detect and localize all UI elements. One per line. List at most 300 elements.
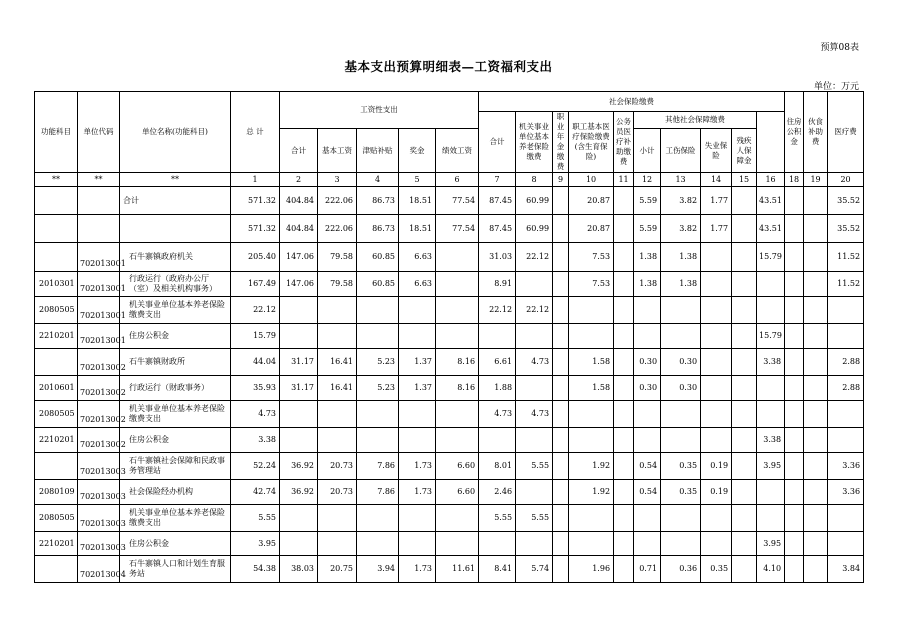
value-cell	[701, 376, 732, 401]
unit-code-cell: 702013003	[78, 453, 120, 480]
value-cell: 2.46	[479, 480, 516, 505]
header-social-total: 合计	[479, 112, 516, 173]
value-cell	[732, 215, 757, 243]
unit-name-cell: 住房公积金	[120, 428, 231, 453]
value-cell	[785, 453, 804, 480]
value-cell: 7.53	[569, 243, 614, 272]
value-cell	[785, 532, 804, 556]
value-cell: 79.58	[318, 243, 357, 272]
func-subject-cell: 2210201	[35, 428, 78, 453]
value-cell: 31.17	[280, 349, 318, 376]
value-cell	[701, 349, 732, 376]
value-cell	[479, 532, 516, 556]
budget-table	[34, 91, 864, 583]
value-cell	[804, 297, 828, 324]
value-cell: 2.88	[828, 376, 864, 401]
value-cell: 6.63	[399, 272, 436, 297]
value-cell: 8.16	[436, 349, 479, 376]
header-medical: 职工基本医疗保险缴费(含生育保险)	[569, 112, 614, 173]
value-cell	[357, 428, 399, 453]
index-cell: 11	[614, 173, 634, 187]
func-subject-cell	[35, 349, 78, 376]
value-cell: 1.77	[701, 215, 732, 243]
value-cell	[701, 272, 732, 297]
value-cell: 1.37	[399, 349, 436, 376]
index-cell: 9	[553, 173, 569, 187]
value-cell: 571.32	[231, 187, 280, 215]
value-cell: 3.94	[357, 556, 399, 583]
value-cell	[732, 324, 757, 349]
value-cell: 0.30	[661, 376, 701, 401]
value-cell: 0.71	[634, 556, 661, 583]
value-cell: 0.35	[661, 480, 701, 505]
value-cell	[399, 324, 436, 349]
value-cell: 1.58	[569, 349, 614, 376]
value-cell: 147.06	[280, 243, 318, 272]
value-cell: 1.96	[569, 556, 614, 583]
value-cell: 3.36	[828, 480, 864, 505]
value-cell	[634, 324, 661, 349]
value-cell	[757, 376, 785, 401]
header-unit-code: 单位代码	[78, 92, 120, 173]
header-func-subject: 功能科目	[35, 92, 78, 173]
value-cell: 22.12	[516, 297, 553, 324]
header-disability: 残疾人保障金	[732, 129, 757, 173]
value-cell	[553, 401, 569, 428]
value-cell: 147.06	[280, 272, 318, 297]
value-cell	[516, 376, 553, 401]
value-cell: 11.61	[436, 556, 479, 583]
value-cell	[732, 243, 757, 272]
value-cell: 1.58	[569, 376, 614, 401]
value-cell: 0.30	[634, 376, 661, 401]
value-cell	[804, 401, 828, 428]
value-cell: 0.35	[701, 556, 732, 583]
table-row	[35, 505, 864, 532]
value-cell: 79.58	[318, 272, 357, 297]
value-cell: 20.87	[569, 215, 614, 243]
value-cell	[357, 297, 399, 324]
table-row	[35, 428, 864, 453]
value-cell: 77.54	[436, 187, 479, 215]
value-cell	[634, 505, 661, 532]
value-cell: 7.86	[357, 480, 399, 505]
value-cell: 54.38	[231, 556, 280, 583]
value-cell	[614, 215, 634, 243]
value-cell	[661, 401, 701, 428]
value-cell	[785, 556, 804, 583]
value-cell	[479, 324, 516, 349]
header-total: 总 计	[231, 92, 280, 173]
value-cell	[701, 297, 732, 324]
value-cell: 5.55	[516, 453, 553, 480]
value-cell: 35.93	[231, 376, 280, 401]
value-cell: 22.12	[479, 297, 516, 324]
value-cell	[661, 428, 701, 453]
value-cell	[661, 505, 701, 532]
value-cell	[516, 532, 553, 556]
value-cell	[804, 453, 828, 480]
value-cell: 3.95	[757, 532, 785, 556]
value-cell	[357, 324, 399, 349]
func-subject-cell	[35, 556, 78, 583]
value-cell	[436, 297, 479, 324]
value-cell	[701, 505, 732, 532]
table-row	[35, 272, 864, 297]
table-row	[35, 401, 864, 428]
value-cell	[757, 401, 785, 428]
index-cell: 12	[634, 173, 661, 187]
func-subject-cell: 2210201	[35, 532, 78, 556]
value-cell: 167.49	[231, 272, 280, 297]
value-cell	[436, 505, 479, 532]
value-cell: 3.36	[828, 453, 864, 480]
value-cell	[785, 324, 804, 349]
value-cell: 3.82	[661, 187, 701, 215]
value-cell	[614, 428, 634, 453]
header-other-social-group: 其他社会保障缴费	[634, 112, 757, 129]
value-cell	[614, 376, 634, 401]
value-cell	[614, 401, 634, 428]
value-cell: 18.51	[399, 187, 436, 215]
value-cell: 42.74	[231, 480, 280, 505]
value-cell	[436, 272, 479, 297]
unit-name-cell: 合计	[120, 187, 231, 215]
value-cell	[785, 243, 804, 272]
value-cell	[732, 401, 757, 428]
value-cell: 15.79	[757, 243, 785, 272]
value-cell: 77.54	[436, 215, 479, 243]
value-cell	[553, 349, 569, 376]
header-allowance: 津贴补贴	[357, 129, 399, 173]
value-cell: 35.52	[828, 215, 864, 243]
value-cell	[634, 401, 661, 428]
index-cell: **	[120, 173, 231, 187]
value-cell	[318, 532, 357, 556]
header-base-salary: 基本工资	[318, 129, 357, 173]
unit-name-cell: 机关事业单位基本养老保险缴费支出	[120, 401, 231, 428]
value-cell: 44.04	[231, 349, 280, 376]
value-cell	[804, 556, 828, 583]
table-row	[35, 480, 864, 505]
value-cell	[828, 532, 864, 556]
value-cell	[732, 272, 757, 297]
index-cell: 4	[357, 173, 399, 187]
value-cell: 1.73	[399, 556, 436, 583]
value-cell: 1.92	[569, 453, 614, 480]
value-cell	[732, 297, 757, 324]
value-cell	[614, 243, 634, 272]
value-cell	[614, 187, 634, 215]
unit-name-cell: 机关事业单位基本养老保险缴费支出	[120, 505, 231, 532]
value-cell	[732, 532, 757, 556]
value-cell	[785, 349, 804, 376]
value-cell	[828, 324, 864, 349]
value-cell: 6.61	[479, 349, 516, 376]
value-cell	[661, 324, 701, 349]
unit-name-cell: 行政运行（政府办公厅（室）及相关机构事务）	[120, 272, 231, 297]
value-cell	[614, 297, 634, 324]
unit-name-cell: 社会保险经办机构	[120, 480, 231, 505]
value-cell	[701, 428, 732, 453]
value-cell: 52.24	[231, 453, 280, 480]
table-row	[35, 324, 864, 349]
value-cell	[553, 428, 569, 453]
value-cell	[614, 453, 634, 480]
value-cell	[732, 556, 757, 583]
page-title: 基本支出预算明细表—工资福利支出	[344, 59, 553, 74]
value-cell: 0.30	[634, 349, 661, 376]
unit-code-cell: 702013002	[78, 428, 120, 453]
value-cell: 222.06	[318, 187, 357, 215]
value-cell	[785, 187, 804, 215]
value-cell	[614, 505, 634, 532]
value-cell: 1.38	[661, 243, 701, 272]
value-cell	[757, 272, 785, 297]
func-subject-cell	[35, 453, 78, 480]
func-subject-cell: 2080505	[35, 297, 78, 324]
value-cell: 6.63	[399, 243, 436, 272]
value-cell: 404.84	[280, 187, 318, 215]
value-cell	[757, 297, 785, 324]
value-cell	[516, 428, 553, 453]
value-cell	[785, 401, 804, 428]
value-cell: 3.38	[757, 428, 785, 453]
value-cell: 0.19	[701, 453, 732, 480]
value-cell: 4.10	[757, 556, 785, 583]
value-cell: 15.79	[231, 324, 280, 349]
unit-code-cell: 702013001	[78, 243, 120, 272]
value-cell: 31.17	[280, 376, 318, 401]
value-cell	[732, 505, 757, 532]
value-cell	[399, 505, 436, 532]
value-cell	[569, 505, 614, 532]
table-row	[35, 556, 864, 583]
value-cell	[436, 401, 479, 428]
header-unit-name: 单位名称(功能科目)	[120, 92, 231, 173]
value-cell	[804, 349, 828, 376]
value-cell	[804, 480, 828, 505]
value-cell: 43.51	[757, 187, 785, 215]
value-cell: 1.92	[569, 480, 614, 505]
index-cell: 16	[757, 173, 785, 187]
value-cell	[399, 401, 436, 428]
value-cell	[436, 243, 479, 272]
value-cell	[804, 215, 828, 243]
value-cell: 4.73	[516, 401, 553, 428]
value-cell	[732, 376, 757, 401]
value-cell	[732, 453, 757, 480]
value-cell	[436, 428, 479, 453]
value-cell: 18.51	[399, 215, 436, 243]
value-cell: 60.99	[516, 187, 553, 215]
unit-code-cell: 702013002	[78, 376, 120, 401]
value-cell	[479, 428, 516, 453]
value-cell: 20.75	[318, 556, 357, 583]
table-row	[35, 532, 864, 556]
header-med-expense: 医疗费	[828, 92, 864, 173]
value-cell	[661, 532, 701, 556]
value-cell	[785, 215, 804, 243]
value-cell	[614, 532, 634, 556]
value-cell	[280, 505, 318, 532]
value-cell	[280, 428, 318, 453]
value-cell	[732, 349, 757, 376]
value-cell: 571.32	[231, 215, 280, 243]
func-subject-cell: 2210201	[35, 324, 78, 349]
unit-code-cell: 702013001	[78, 324, 120, 349]
value-cell	[614, 556, 634, 583]
value-cell	[280, 401, 318, 428]
value-cell: 404.84	[280, 215, 318, 243]
value-cell: 5.59	[634, 215, 661, 243]
value-cell	[614, 324, 634, 349]
index-cell: 18	[785, 173, 804, 187]
index-cell: 8	[516, 173, 553, 187]
value-cell: 22.12	[231, 297, 280, 324]
index-cell: 20	[828, 173, 864, 187]
func-subject-cell: 2080505	[35, 401, 78, 428]
unit-code-cell: 702013003	[78, 480, 120, 505]
unit-code-cell: 702013003	[78, 532, 120, 556]
value-cell: 87.45	[479, 215, 516, 243]
value-cell: 16.41	[318, 349, 357, 376]
index-cell: 2	[280, 173, 318, 187]
func-subject-cell: 2080109	[35, 480, 78, 505]
value-cell	[553, 272, 569, 297]
value-cell: 86.73	[357, 187, 399, 215]
func-subject-cell	[35, 243, 78, 272]
header-unemployment: 失业保险	[701, 129, 732, 173]
unit-name-cell: 住房公积金	[120, 324, 231, 349]
value-cell	[828, 297, 864, 324]
value-cell	[280, 324, 318, 349]
value-cell: 1.37	[399, 376, 436, 401]
value-cell	[757, 480, 785, 505]
value-cell	[804, 532, 828, 556]
index-cell: 1	[231, 173, 280, 187]
table-row	[35, 215, 864, 243]
index-cell: **	[78, 173, 120, 187]
header-annuity: 职业年金缴费	[553, 112, 569, 173]
value-cell: 8.91	[479, 272, 516, 297]
func-subject-cell: 2010601	[35, 376, 78, 401]
value-cell	[804, 187, 828, 215]
value-cell: 20.73	[318, 453, 357, 480]
unit-name-cell: 行政运行（财政事务）	[120, 376, 231, 401]
value-cell	[318, 428, 357, 453]
unit-code-cell	[78, 187, 120, 215]
value-cell	[828, 401, 864, 428]
value-cell: 1.77	[701, 187, 732, 215]
value-cell	[785, 428, 804, 453]
value-cell	[553, 243, 569, 272]
value-cell	[614, 272, 634, 297]
value-cell: 0.30	[661, 349, 701, 376]
value-cell: 3.95	[231, 532, 280, 556]
value-cell	[553, 187, 569, 215]
value-cell: 4.73	[479, 401, 516, 428]
unit-code-cell: 702013003	[78, 505, 120, 532]
value-cell	[732, 187, 757, 215]
value-cell	[569, 532, 614, 556]
value-cell	[701, 324, 732, 349]
value-cell: 2.88	[828, 349, 864, 376]
value-cell	[553, 376, 569, 401]
value-cell: 60.85	[357, 272, 399, 297]
value-cell: 5.59	[634, 187, 661, 215]
table-row	[35, 187, 864, 215]
value-cell: 36.92	[280, 453, 318, 480]
value-cell: 1.73	[399, 480, 436, 505]
header-housing: 住房公积金	[785, 92, 804, 173]
header-salary-group: 工资性支出	[280, 92, 479, 129]
value-cell: 6.60	[436, 480, 479, 505]
unit-code-cell: 702013002	[78, 401, 120, 428]
value-cell: 5.55	[516, 505, 553, 532]
value-cell	[357, 505, 399, 532]
func-subject-cell: 2010301	[35, 272, 78, 297]
index-cell: 19	[804, 173, 828, 187]
value-cell	[569, 324, 614, 349]
value-cell	[318, 505, 357, 532]
value-cell: 3.84	[828, 556, 864, 583]
unit-name-cell: 机关事业单位基本养老保险缴费支出	[120, 297, 231, 324]
value-cell	[785, 272, 804, 297]
table-row	[35, 349, 864, 376]
value-cell: 87.45	[479, 187, 516, 215]
value-cell	[553, 453, 569, 480]
value-cell	[553, 480, 569, 505]
value-cell	[804, 243, 828, 272]
value-cell: 16.41	[318, 376, 357, 401]
value-cell: 4.73	[516, 349, 553, 376]
value-cell	[661, 297, 701, 324]
value-cell: 205.40	[231, 243, 280, 272]
value-cell: 1.73	[399, 453, 436, 480]
unit-name-cell: 住房公积金	[120, 532, 231, 556]
value-cell: 7.86	[357, 453, 399, 480]
func-subject-cell	[35, 215, 78, 243]
index-row	[35, 173, 864, 187]
value-cell: 4.73	[231, 401, 280, 428]
header-salary-total: 合计	[280, 129, 318, 173]
value-cell: 5.55	[479, 505, 516, 532]
value-cell: 3.38	[757, 349, 785, 376]
value-cell	[701, 243, 732, 272]
header-meal: 伙食补助费	[804, 92, 828, 173]
value-cell	[280, 532, 318, 556]
value-cell: 3.95	[757, 453, 785, 480]
unit-name-cell: 石牛寨镇政府机关	[120, 243, 231, 272]
value-cell: 60.85	[357, 243, 399, 272]
value-cell	[553, 556, 569, 583]
unit-label: 单位：万元	[813, 82, 859, 92]
value-cell	[553, 505, 569, 532]
value-cell	[399, 297, 436, 324]
value-cell	[516, 272, 553, 297]
value-cell: 20.87	[569, 187, 614, 215]
value-cell	[757, 505, 785, 532]
value-cell	[634, 532, 661, 556]
value-cell	[399, 428, 436, 453]
value-cell	[804, 428, 828, 453]
value-cell: 1.38	[634, 243, 661, 272]
value-cell: 5.55	[231, 505, 280, 532]
index-cell: 10	[569, 173, 614, 187]
unit-code-cell: 702013001	[78, 272, 120, 297]
value-cell: 6.60	[436, 453, 479, 480]
